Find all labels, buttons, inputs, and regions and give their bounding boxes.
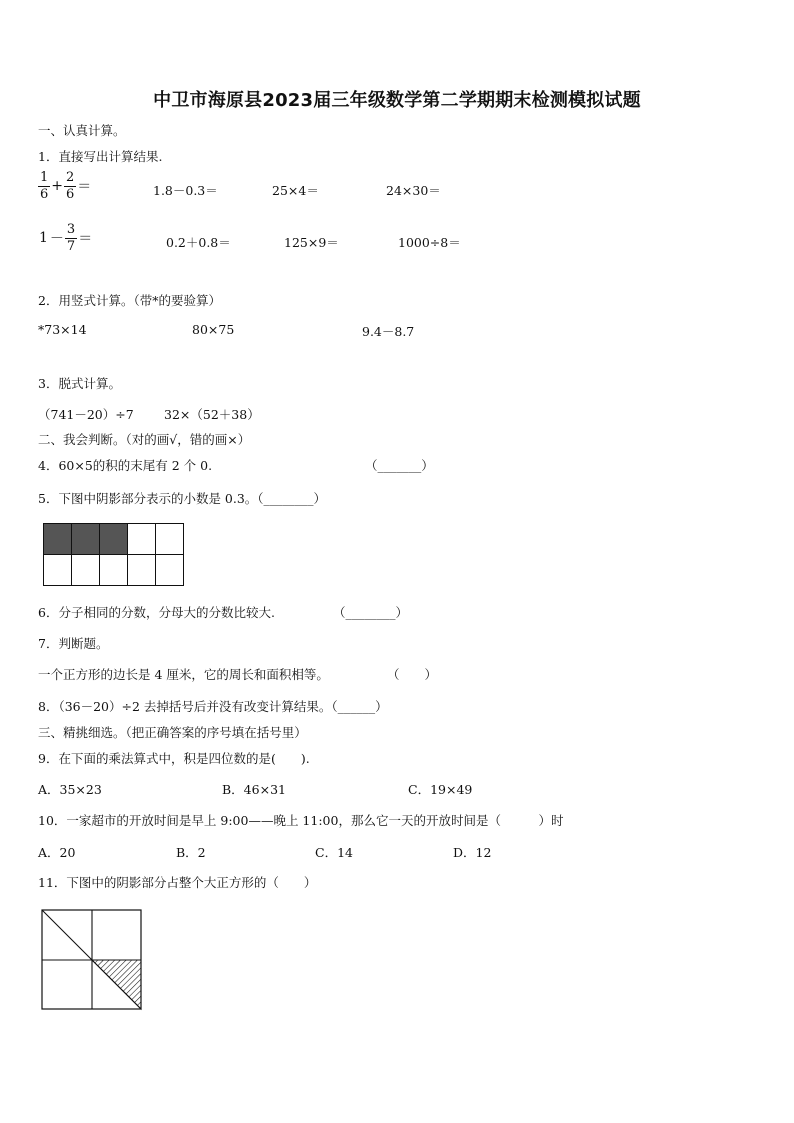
grid-cell xyxy=(155,554,184,586)
fraction-2-6: $\frac{2}{6}$ xyxy=(66,170,75,202)
q9-option-b[interactable]: B．46×31 xyxy=(222,782,286,797)
q3-label: 3．脱式计算。 xyxy=(38,376,121,391)
q1-expression-2: 1.8－0.3＝ xyxy=(153,183,218,198)
page-title: 中卫市海原县2023届三年级数学第二学期期末检测模拟试题 xyxy=(153,90,641,111)
q2-expression-2: 80×75 xyxy=(192,322,235,337)
q10-option-b[interactable]: B．2 xyxy=(176,845,206,860)
grid-cell-shaded xyxy=(43,523,72,555)
q10-text: 10．一家超市的开放时间是早上 9:00——晚上 11:00，那么它一天的开放时间是（ ）时 xyxy=(38,813,564,828)
q1-expression-7: 125×9＝ xyxy=(284,235,339,250)
grid-cell xyxy=(127,554,156,586)
q4-answer-blank[interactable]: （_______） xyxy=(365,458,434,473)
q1-label: 1．直接写出计算结果. xyxy=(38,149,163,164)
q9-option-c[interactable]: C．19×49 xyxy=(408,782,473,797)
section-3-heading: 三、精挑细选。（把正确答案的序号填在括号里） xyxy=(38,725,307,740)
q4-text: 4．60×5的积的末尾有 2 个 0. xyxy=(38,458,213,473)
q7-text: 一个正方形的边长是 4 厘米，它的周长和面积相等。 xyxy=(38,667,329,682)
grid-cell xyxy=(43,554,72,586)
grid-cell xyxy=(99,554,128,586)
q10-option-c[interactable]: C．14 xyxy=(315,845,353,860)
q1-expression-3: 25×4＝ xyxy=(272,183,319,198)
q2-expression-1: *73×14 xyxy=(38,322,87,337)
q8-text: 8．（36－20）÷2 去掉括号后并没有改变计算结果。（______） xyxy=(38,699,388,714)
q2-label: 2．用竖式计算。（带*的要验算） xyxy=(38,293,221,308)
q3-expression-1: （741－20）÷7 xyxy=(38,407,134,422)
fraction-1-6: $\frac{1}{6}$ xyxy=(40,170,49,202)
grid-cell xyxy=(71,554,100,586)
q5-decimal-grid xyxy=(43,523,188,587)
section-1-heading: 一、认真计算。 xyxy=(38,123,126,138)
q6-text: 6．分子相同的分数，分母大的分数比较大. xyxy=(38,605,275,620)
q10-option-d[interactable]: D．12 xyxy=(453,845,492,860)
q1-expression-6: 0.2＋0.8＝ xyxy=(166,235,231,250)
grid-cell-shaded xyxy=(99,523,128,555)
q2-expression-3: 9.4－8.7 xyxy=(362,324,415,339)
q1-fraction-expression: $\frac{1}{6}$ + $\frac{2}{6}$ ＝ xyxy=(40,170,92,202)
q1-expression-8: 1000÷8＝ xyxy=(398,235,461,250)
fraction-3-7: $\frac{3}{7}$ xyxy=(66,222,76,254)
q10-option-a[interactable]: A．20 xyxy=(38,845,76,860)
q1-expression-4: 24×30＝ xyxy=(386,183,441,198)
q7-answer-blank[interactable]: （ ） xyxy=(387,667,438,682)
q7-label: 7．判断题。 xyxy=(38,636,109,651)
q9-option-a[interactable]: A．35×23 xyxy=(38,782,102,797)
q6-answer-blank[interactable]: （________） xyxy=(333,605,409,620)
q1-fraction-expression-2: 1 － $\frac{3}{7}$ ＝ xyxy=(39,222,93,254)
grid-cell-shaded xyxy=(71,523,100,555)
q11-text: 11．下图中的阴影部分占整个大正方形的（ ） xyxy=(38,875,317,890)
q3-expression-2: 32×（52＋38） xyxy=(164,407,260,422)
grid-cell xyxy=(155,523,184,555)
q11-square-diagram xyxy=(41,909,143,1011)
q5-text: 5．下图中阴影部分表示的小数是 0.3。（________） xyxy=(38,491,327,506)
grid-cell xyxy=(127,523,156,555)
section-2-heading: 二、我会判断。（对的画√，错的画×） xyxy=(38,432,251,447)
q9-text: 9．在下面的乘法算式中，积是四位数的是( ). xyxy=(38,751,310,766)
